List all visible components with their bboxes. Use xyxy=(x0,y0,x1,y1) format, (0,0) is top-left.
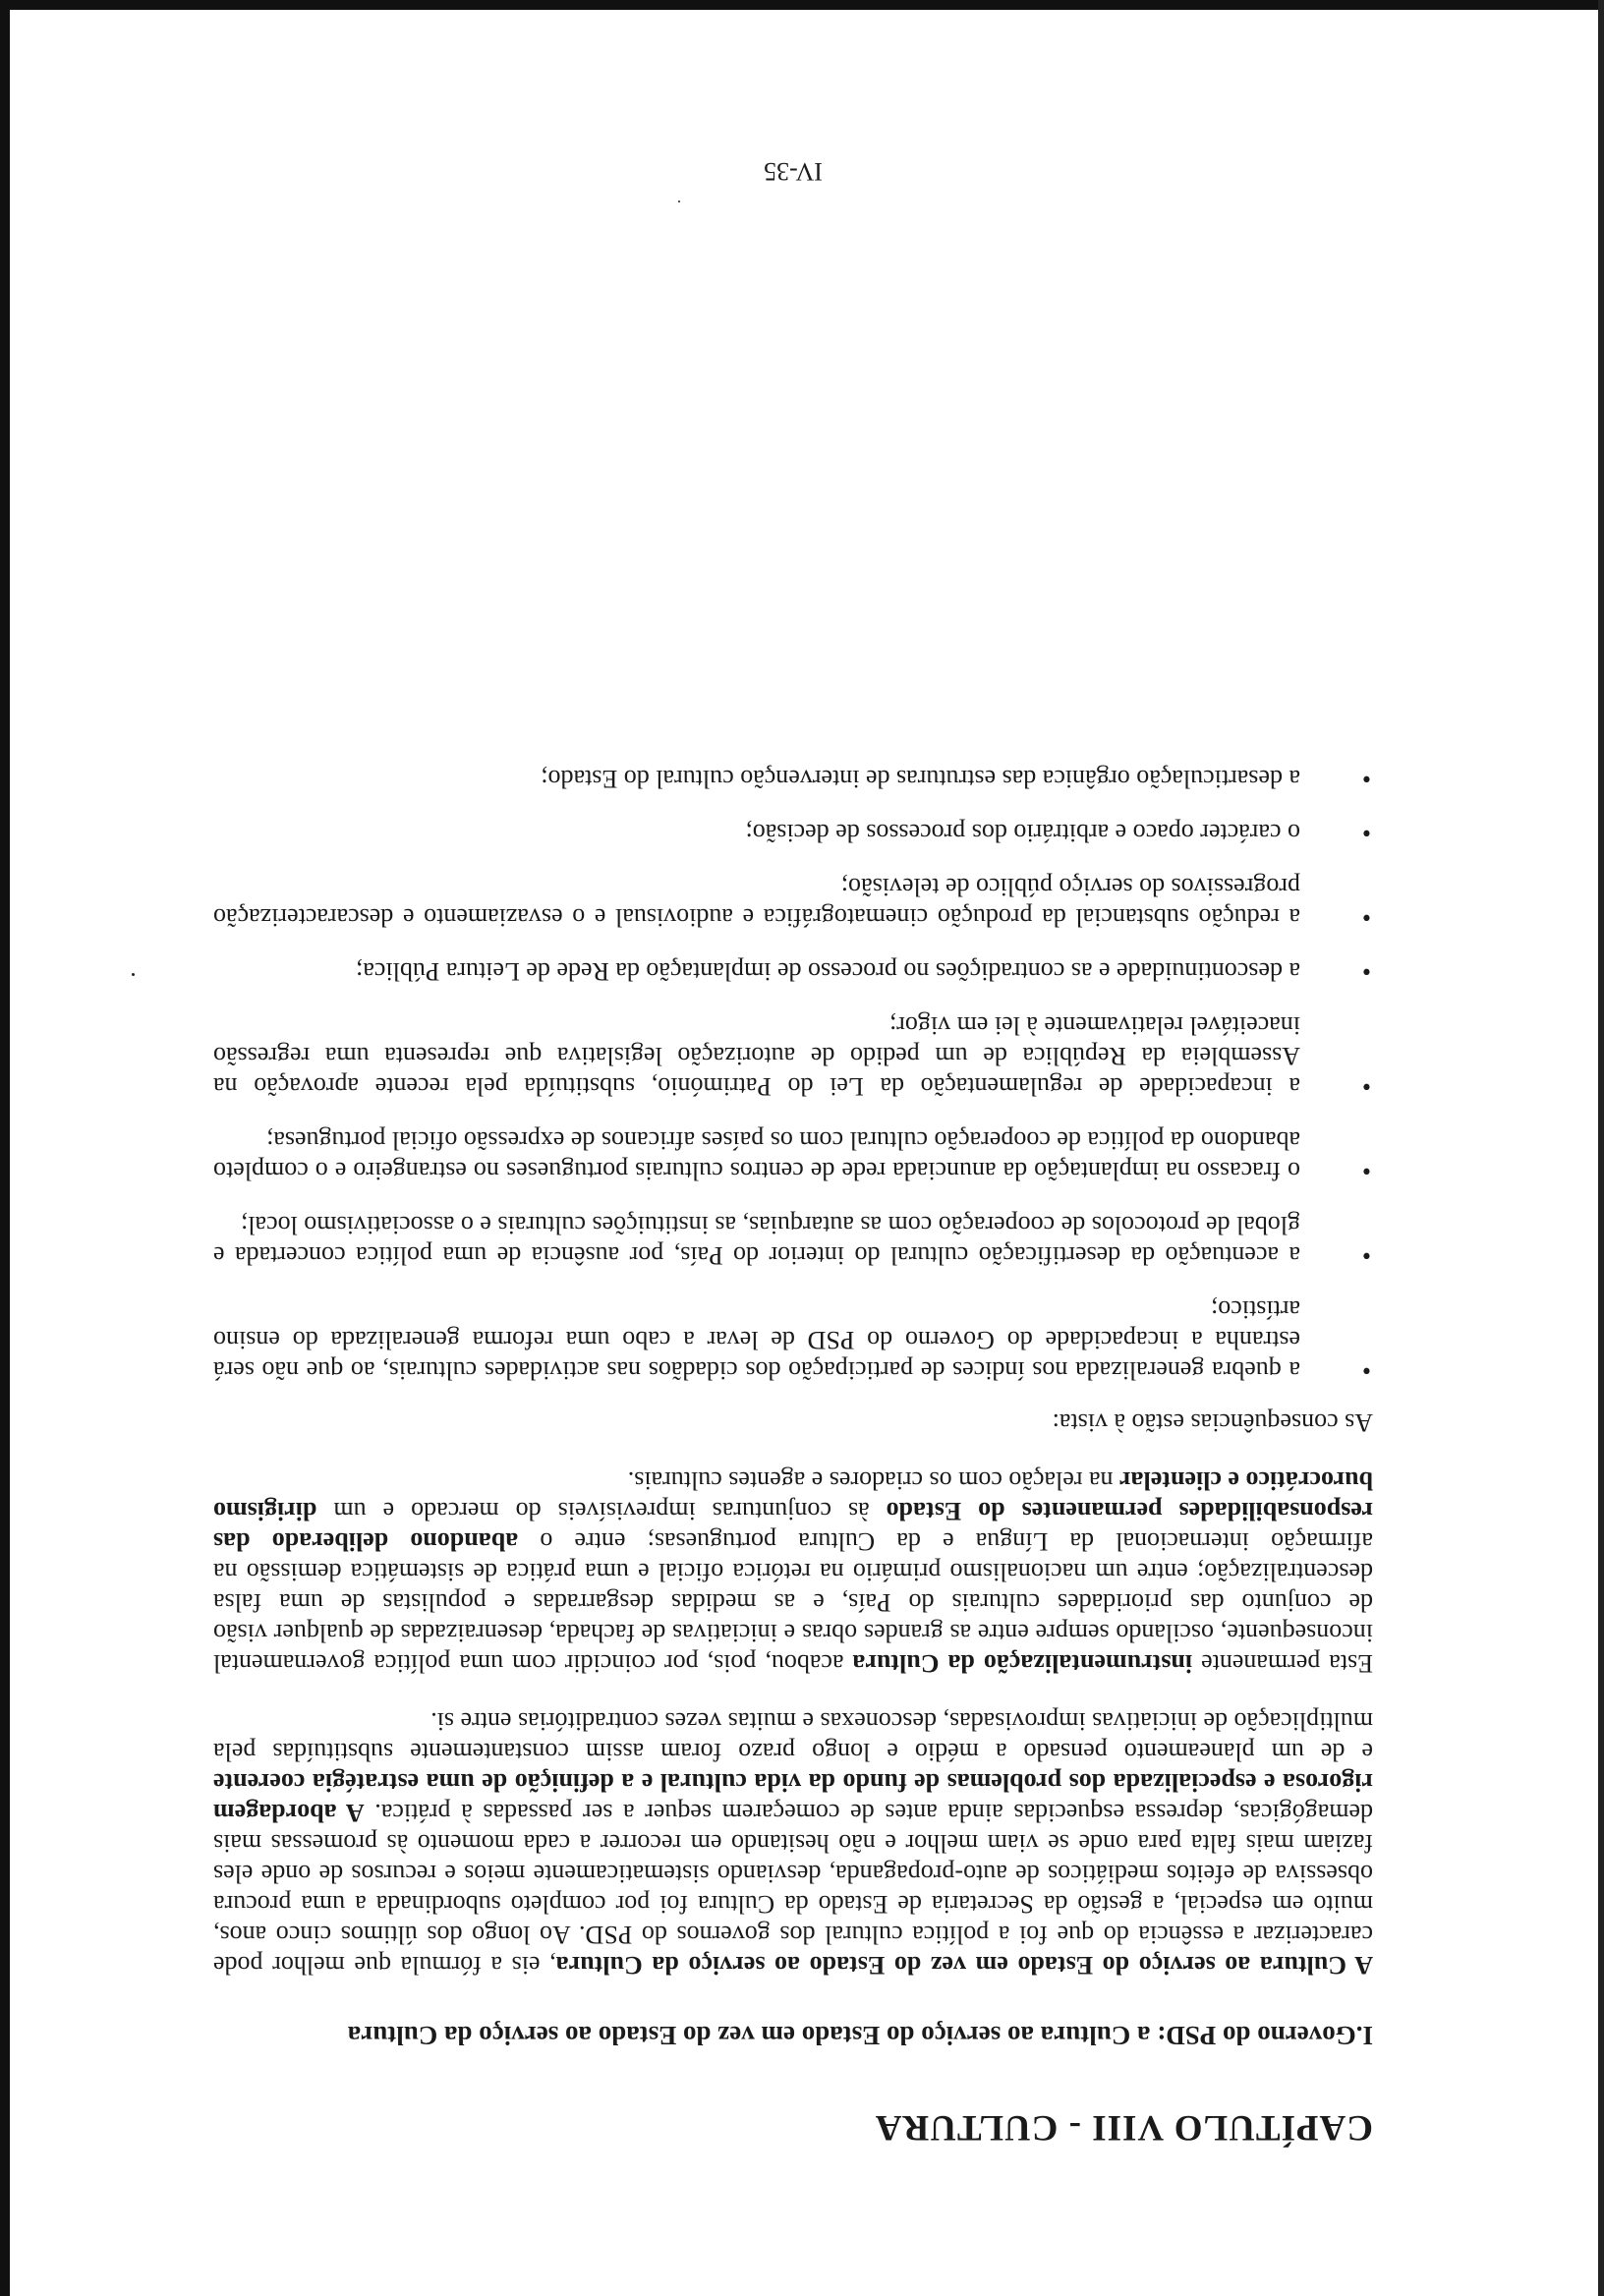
paragraph-1-bold-1: A Cultura ao serviço do Estado em vez do Estado ao serviço da Cultura xyxy=(555,1951,1373,1980)
list-item: • o fracasso na implantação da anunciada rede de centros culturais portugueses no estrangeiro e o completo abandono da política de cooperação cultural com os países africanos de expressão oficial portuguesa; xyxy=(213,1125,1373,1186)
list-item: • a acentuação da desertificação cultural do interior do País, por ausência de uma política concertada e global de protocolos de cooperação com as autarquias, as instituições culturais e o associativismo local; xyxy=(213,1210,1373,1271)
consequences-intro: As consequências estão à vista: xyxy=(1052,1408,1373,1437)
paragraph-2-text-2: acabou, pois, por coincidir com uma política governamental inconsequente, oscilando sempre entre as grandes obras e iniciativas de fachada, desenraizadas de qualquer visão de conjunto das prioridades culturais do País, e as medidas desgarradas e populistas de uma falsa descentralização; entre um nacionalismo primário na retórica oficial e uma prática de sistemática demissão na afirmação internacional da Língua e da Cultura portuguesas; entre o xyxy=(213,1527,1373,1678)
paragraph-1-bold-2: A abordagem rigorosa e especializada dos problemas de fundo da vida cultural e a definição de uma estratégia coerente xyxy=(213,1768,1373,1827)
paragraph-2-text-4: na relação com os criadores e agentes culturais. xyxy=(627,1466,1120,1495)
paragraph-2-bold-3: dirigismo burocrático e clientelar xyxy=(213,1466,1373,1525)
list-item: • a incapacidade de regulamentação da Lei do Património, substituída pela recente aprovação na Assembleia da República de um pedido de autorização legislativa que representa uma regressão inaceitável relativamente à lei em vigor; xyxy=(213,1010,1373,1102)
paragraph-1 xyxy=(213,1706,1373,1980)
paragraph-2 xyxy=(213,1465,1373,1679)
list-item: • o carácter opaco e arbitrário dos processos de decisão; xyxy=(213,818,1373,848)
paragraph-1-text-1: , eis a fórmula que melhor pode caracterizar a essência do que foi a política cultural dos governos do PSD. Ao longo dos últimos cinco anos, muito em especial, a gestão da Secretaria de Estado da Cultura foi por completo subordinada a uma procura obsessiva de efeitos mediáticos de auto-propaganda, desviando sistematicamente meios e recursos de onde eles faziam mais falta para onde se viam melhor e não hesitando em recorrer a cada momento às promessas mais demagógicas, depressa esquecidas ainda antes de começarem sequer a ser passadas à prática. xyxy=(213,1799,1373,1980)
document-body xyxy=(213,157,1373,2149)
paragraph-2-text-1: Esta permanente xyxy=(1192,1649,1373,1678)
chapter-title: CAPÍTULO VIII - CULTURA xyxy=(874,2107,1373,2148)
paragraph-2-bold-1: instrumentalização da Cultura xyxy=(852,1649,1193,1678)
list-item: • a desarticulação orgânica das estruturas de intervenção cultural do Estado; xyxy=(213,764,1373,794)
page-number: IV-35 xyxy=(764,157,823,186)
section-heading: I.Governo do PSD: a Cultura ao serviço do Estado em vez do Estado ao serviço da Cultura xyxy=(347,2021,1373,2050)
paragraph-1-text-2: e de um planeamento pensado a médio e longo prazo foram assim constantemente substituídas pela multiplicação de iniciativas improvisadas, desconexas e muitas vezes contraditórias entre si. xyxy=(213,1707,1373,1766)
paragraph-2-text-3: às conjunturas imprevisíveis do mercado e um xyxy=(316,1497,887,1525)
consequences-list xyxy=(213,764,1373,1386)
list-item: • a quebra generalizada nos índices de participação dos cidadãos nas actividades culturais, ao que não será estranha a incapacidade do Governo do PSD de levar a cabo uma reforma generalizada do ensino artístico; xyxy=(213,1294,1373,1386)
paragraph-2-bold-2: abandono deliberado das responsabilidades permanentes do Estado xyxy=(213,1497,1373,1556)
list-item: • a redução substancial da produção cinematográfica e audiovisual e o esvaziamento e descaracterização progressivos do serviço público de televisão; xyxy=(213,872,1373,933)
list-item: • a descontinuidade e as contradições no processo de implantação da Rede de Leitura Pública; xyxy=(213,956,1373,987)
